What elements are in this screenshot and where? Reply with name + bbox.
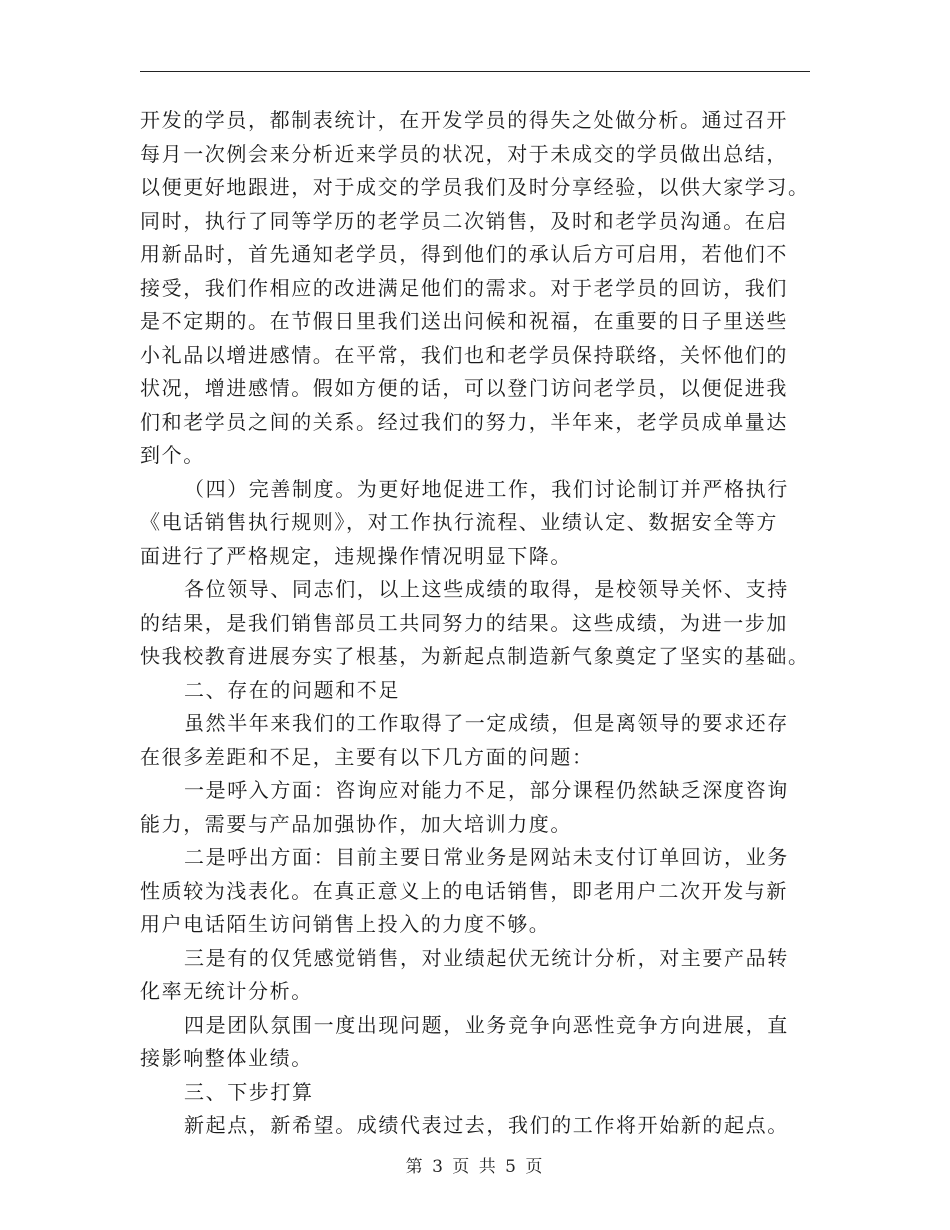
text-line: 性质较为浅表化。在真正意义上的电话销售，即老用户二次开发与新 [140,878,788,903]
text-line-indented: 三是有的仅凭感觉销售，对业绩起伏无统计分析，对主要产品转 [184,945,789,970]
text-line-indented: 虽然半年来我们的工作取得了一定成绩，但是离领导的要求还存 [184,711,789,735]
text-line: 的结果，是我们销售部员工共同努力的结果。这些成绩，为进一步加 [140,610,788,635]
text-line: 每月一次例会来分析近来学员的状况，对于未成交的学员做出总结， [140,141,788,166]
text-line: 到个。 [140,443,205,467]
text-line: 能力，需要与产品加强协作，加大培训力度。 [140,811,572,836]
text-line: 以便更好地跟进，对于成交的学员我们及时分享经验，以供大家学习。 [140,175,810,199]
text-line: 在很多差距和不足，主要有以下几方面的问题： [140,744,594,769]
text-line: 《电话销售执行规则》，对工作执行流程、业绩认定、数据安全等方 [140,510,778,534]
text-line: 状况，增进感情。假如方便的话，可以登门访问老学员，以便促进我 [140,376,788,400]
text-line: 用新品时，首先通知老学员，得到他们的承认后方可启用，若他们不 [140,242,788,266]
page-number: 第 3 页 共 5 页 [405,1157,545,1177]
text-line-indented: （四）完善制度。为更好地促进工作，我们讨论制订并严格执行 [184,476,789,501]
text-line: 面进行了严格规定，违规操作情况明显下降。 [140,543,572,568]
header-rule [140,71,810,72]
text-line: 接受，我们作相应的改进满足他们的需求。对于老学员的回访，我们 [140,275,788,300]
text-line: 化率无统计分析。 [140,979,313,1003]
text-line-indented: 各位领导、同志们，以上这些成绩的取得，是校领导关怀、支持 [184,577,789,601]
text-line: 小礼品以增进感情。在平常，我们也和老学员保持联络，关怀他们的 [140,342,788,367]
text-line: 用户电话陌生访问销售上投入的力度不够。 [140,912,551,936]
text-line-indented: 一是呼入方面：咨询应对能力不足，部分课程仍然缺乏深度咨询 [184,778,789,802]
section-heading: 二、存在的问题和不足 [184,677,400,702]
page-footer [0,1152,950,1177]
text-line-indented: 二是呼出方面：目前主要日常业务是网站未支付订单回访，业务 [184,845,789,869]
text-line: 开发的学员，都制表统计，在开发学员的得失之处做分析。通过召开 [140,108,788,132]
text-line-indented: 新起点，新希望。成绩代表过去，我们的工作将开始新的起点。 [184,1113,789,1137]
document-body [140,104,816,1143]
text-line: 接影响整体业绩。 [140,1046,313,1070]
text-line: 们和老学员之间的关系。经过我们的努力，半年来，老学员成单量达 [140,409,788,434]
text-line-indented: 四是团队氛围一度出现问题，业务竞争向恶性竞争方向进展，直 [184,1012,789,1037]
text-line: 同时，执行了同等学历的老学员二次销售，及时和老学员沟通。在启 [140,208,788,233]
text-line: 快我校教育进展夯实了根基，为新起点制造新气象奠定了坚实的基础。 [140,644,810,668]
section-heading: 三、下步打算 [184,1079,314,1104]
text-line: 是不定期的。在节假日里我们送出问候和祝福，在重要的日子里送些 [140,309,788,333]
